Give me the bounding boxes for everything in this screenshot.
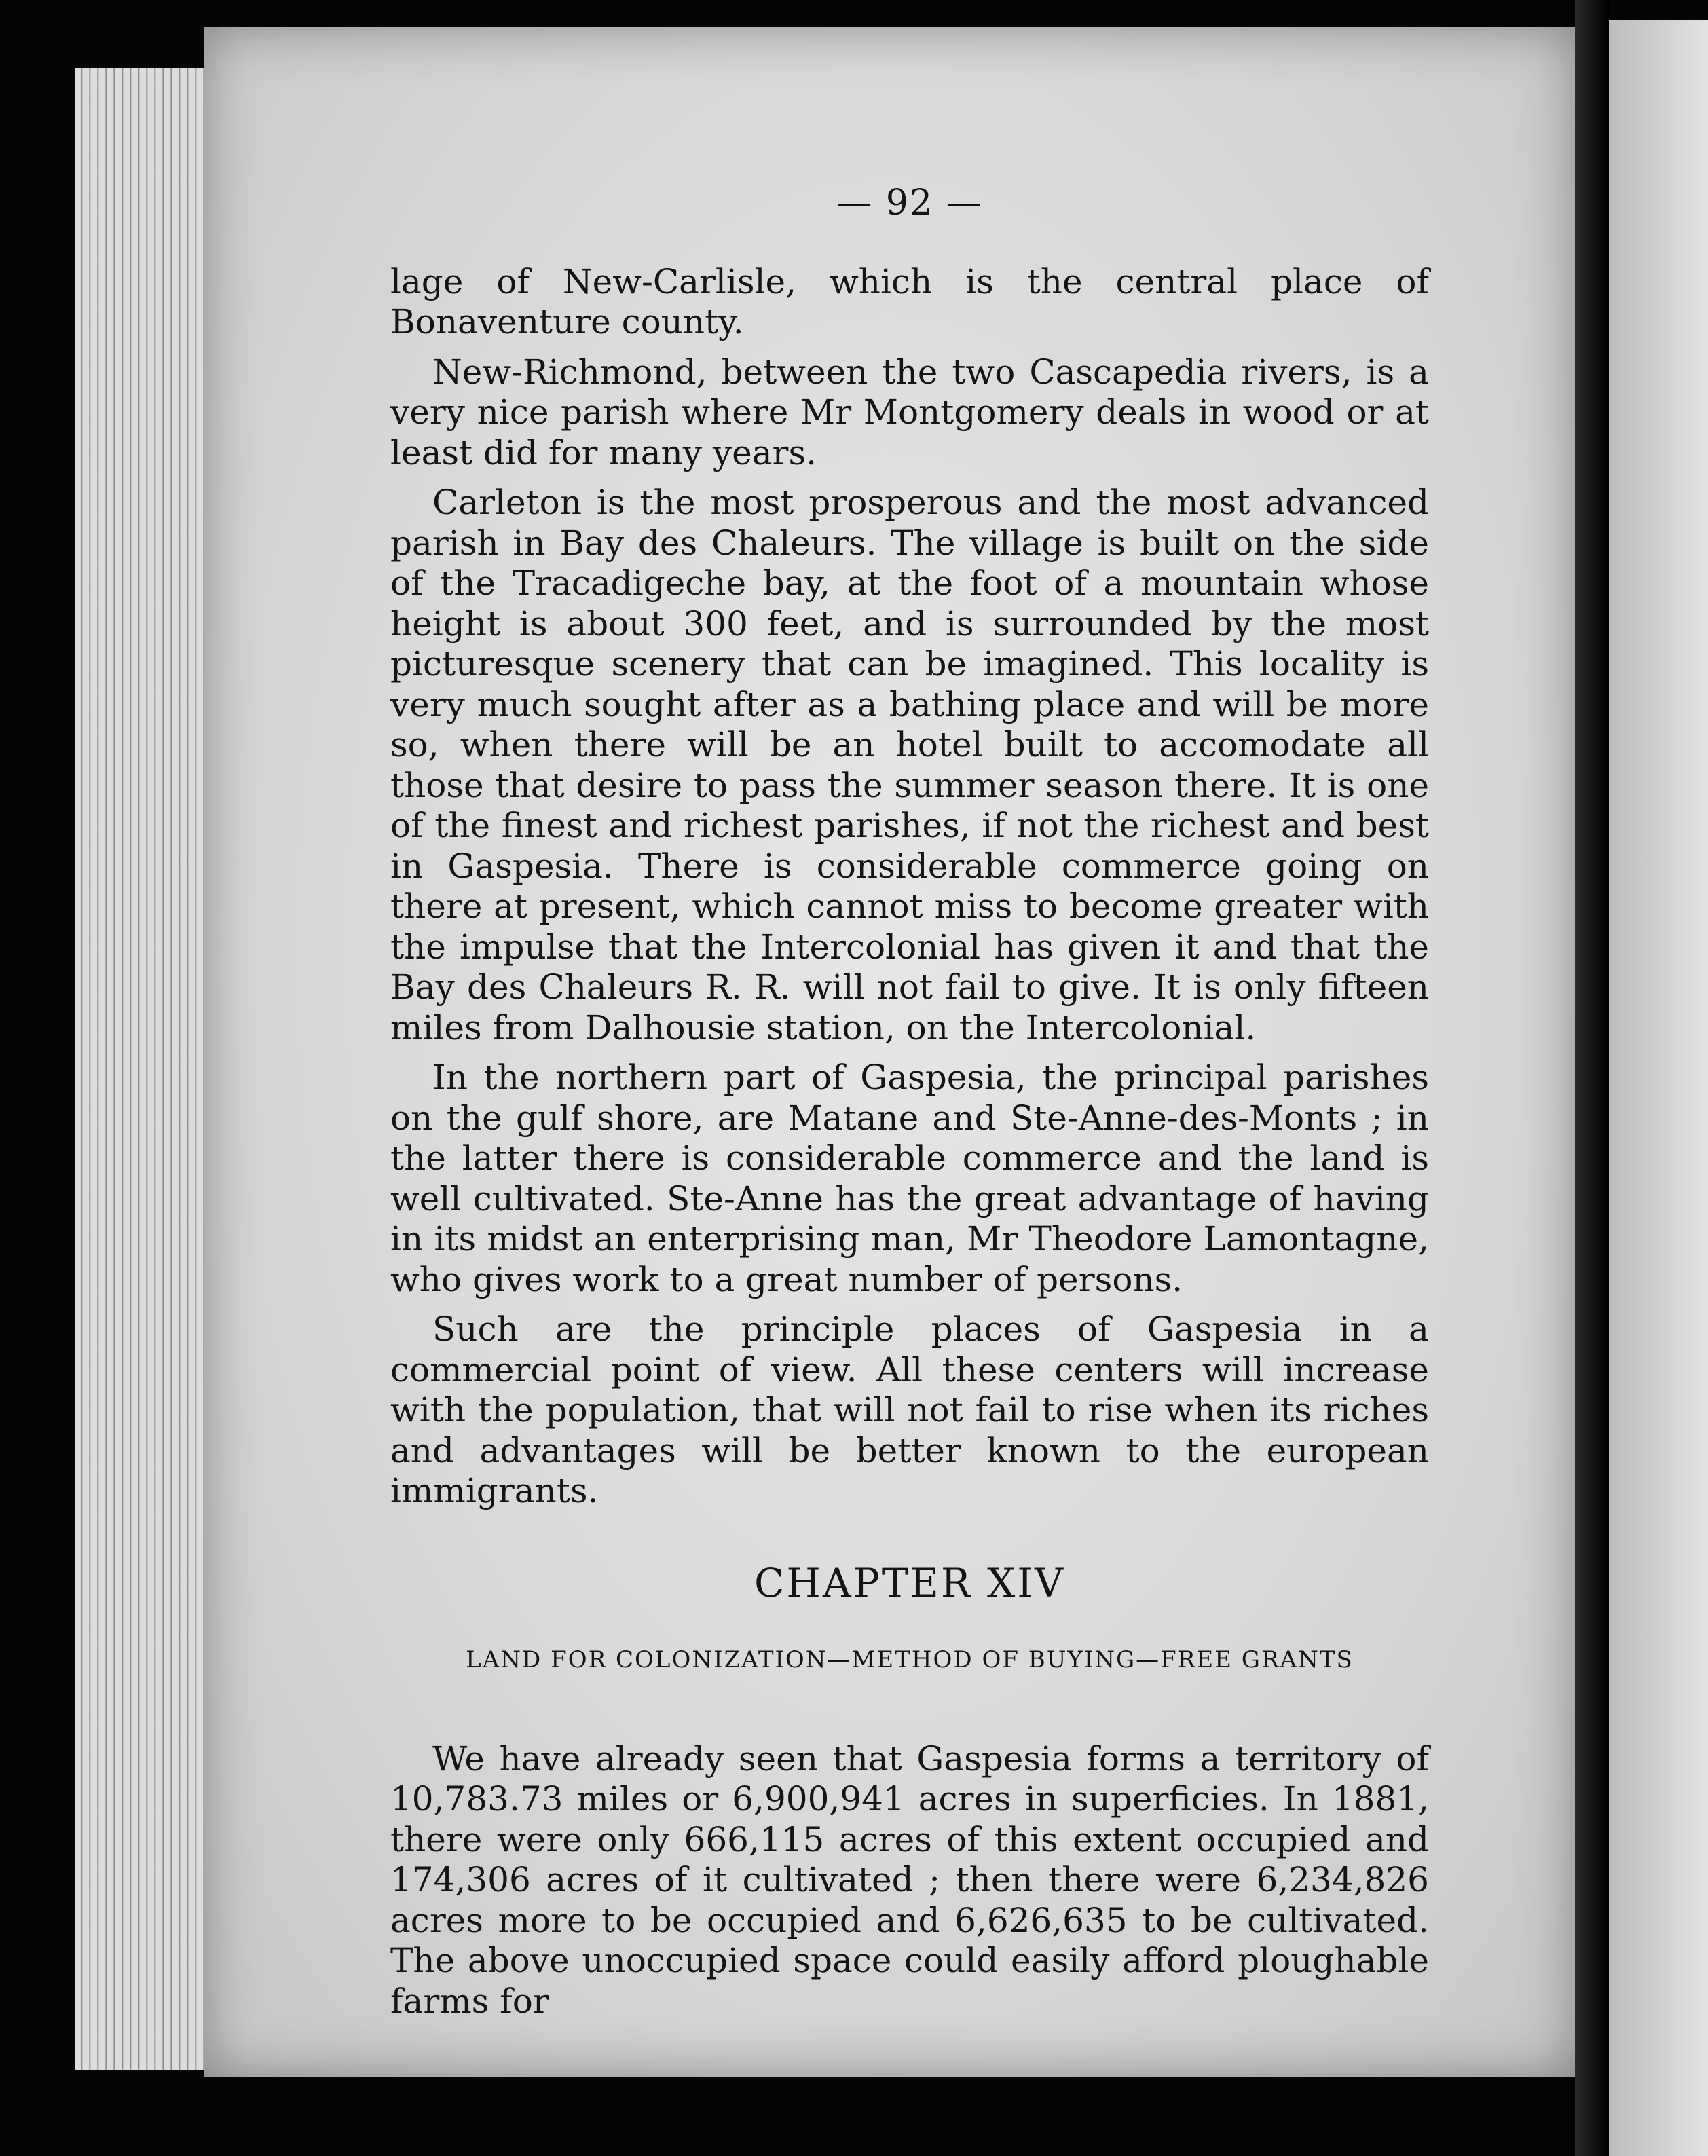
page-edges (75, 68, 204, 2070)
paragraph: Such are the principle places of Gaspesia in a commercial point of view. All these centers will increase with the population, that will not fail to rise when its riches and advantages will be better known to the european immigrants. (390, 1309, 1429, 1510)
adjacent-page-edge (1609, 20, 1708, 2156)
paragraph: lage of New-Carlisle, which is the central place of Bonaventure county. (390, 261, 1429, 341)
chapter-paragraph: We have already seen that Gaspesia forms a territory of 10,783.73 miles or 6,900,941 acres in superficies. In 1881, there were only 666,115 acres of this extent occupied and 174,306 acres of it cultivated ; then there were 6,234,826 acres more to be occupied and 6,626,635 to be cultivated. The above unoccupied space could easily afford ploughable farms for (390, 1739, 1429, 2021)
paragraph: Carleton is the most prosperous and the most advanced parish in Bay des Chaleurs. The village is built on the side of the Tracadigeche bay, at the foot of a mountain whose height is about 300 feet, and is surrounded by the most picturesque scenery that can be imagined. This locality is very much sought after as a bathing place and will be more so, when there will be an hotel built to accomodate all those that desire to pass the summer season there. It is one of the finest and richest parishes, if not the richest and best in Gaspesia. There is considerable commerce going on there at present, which cannot miss to become greater with the impulse that the Intercolonial has given it and that the Bay des Chaleurs R. R. will not fail to give. It is only fifteen miles from Dalhousie station, on the Intercolonial. (390, 483, 1429, 1047)
page-number: — 92 — (836, 183, 983, 223)
chapter-title: CHAPTER XIV (754, 1559, 1066, 1606)
paragraph: In the northern part of Gaspesia, the principal parishes on the gulf shore, are Matane and Ste-Anne-des-Monts ; in the latter there is considerable commerce and the land is well cultivated. Ste-Anne has the great advantage of having in its midst an enterprising man, Mr Theodore Lamontagne, who gives work to a great number of persons. (390, 1058, 1429, 1299)
book-gutter (1575, 0, 1609, 2156)
chapter-subtitle: LAND FOR COLONIZATION—METHOD OF BUYING—FREE GRANTS (466, 1646, 1354, 1673)
paragraph: New-Richmond, between the two Cascapedia rivers, is a very nice parish where Mr Montgomery deals in wood or at least did for many years. (390, 352, 1429, 472)
page-text (390, 183, 1429, 2031)
